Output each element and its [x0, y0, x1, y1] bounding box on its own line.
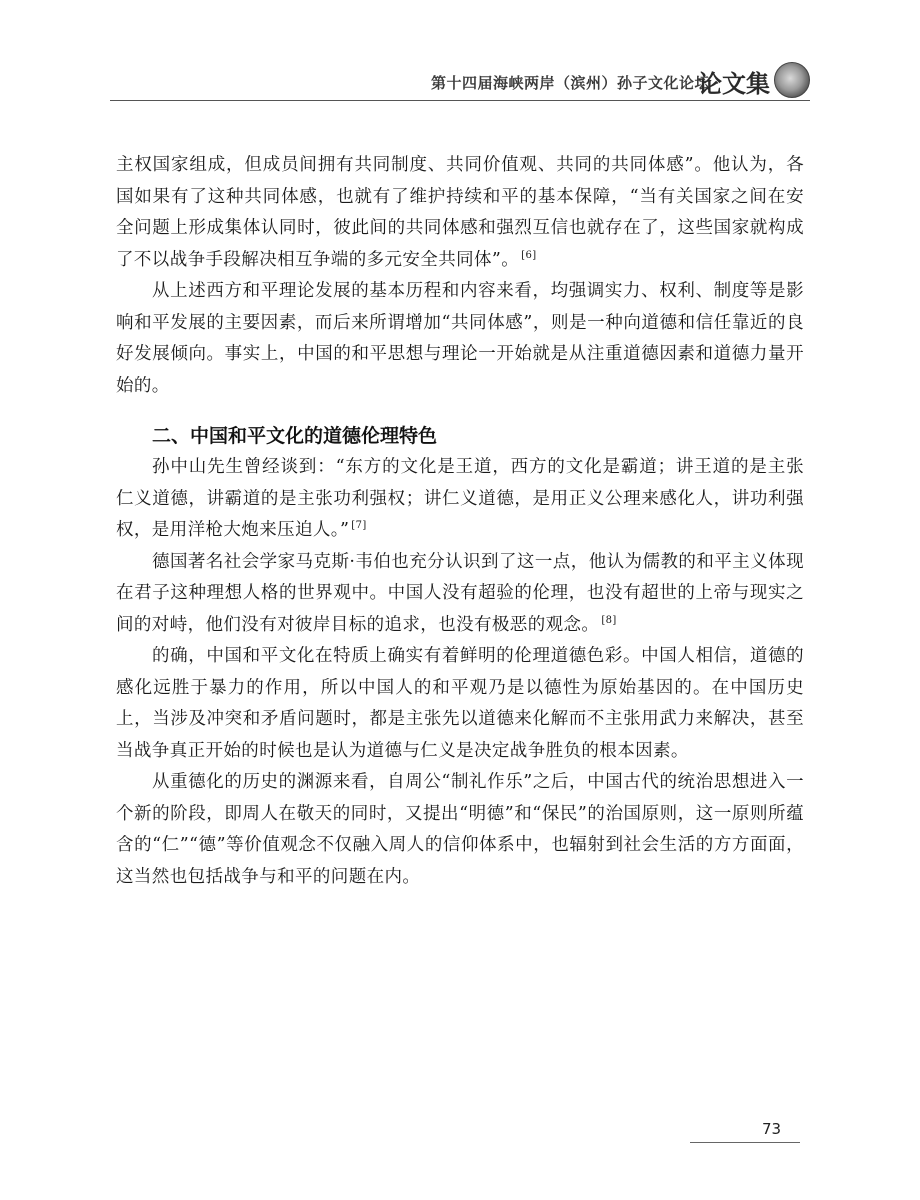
page-number: 73: [762, 1120, 782, 1138]
citation-ref: [8]: [601, 614, 617, 626]
citation-ref: [7]: [351, 520, 367, 532]
header-book-label: 论文集: [698, 70, 770, 98]
header-title: 第十四届海峡两岸（滨州）孙子文化论坛: [430, 74, 710, 92]
portrait-medallion-icon: [774, 62, 810, 98]
paragraph: 从重德化的历史的渊源来看，自周公“制礼作乐”之后，中国古代的统治思想进入一个新的阶段，即周人在敬天的同时，又提出“明德”和“保民”的治国原则，这一原则所蕴含的“仁”“德”等价值观念不仅融入周人的信仰体系中，也辐射到社会生活的方方面面，这当然也包括战争与和平的问题在内。: [116, 772, 804, 887]
section-heading: 二、中国和平文化的道德伦理特色: [152, 425, 438, 447]
paragraph-continued: 主权国家组成，但成员间拥有共同制度、共同价值观、共同的共同体感”。他认为，各国如果有了这种共同体感，也就有了维护持续和平的基本保障，“当有关国家之间在安全问题上形成集体认同时，彼此间的共同体感和强烈互信也就存在了，这些国家就构成了不以战争手段解决相互争端的多元安全共同体”。 [6]: [116, 155, 804, 270]
page-footer: [690, 1118, 800, 1148]
running-header: [110, 60, 810, 100]
paragraph: 孙中山先生曾经谈到：“东方的文化是王道，西方的文化是霸道；讲王道的是主张仁义道德，讲霸道的是主张功利强权；讲仁义道德，是用正义公理来感化人，讲功利强权，是用洋枪大炮来压迫人。” [7]: [116, 457, 804, 540]
paragraph: 德国著名社会学家马克斯·韦伯也充分认识到了这一点，他认为儒教的和平主义体现在君子这种理想人格的世界观中。中国人没有超验的伦理，也没有超世的上帝与现实之间的对峙，他们没有对彼岸目标的追求，也没有极恶的观念。 [8]: [116, 551, 804, 635]
body-text: [116, 150, 804, 893]
header-divider: [110, 100, 810, 101]
paragraph: 从上述西方和平理论发展的基本历程和内容来看，均强调实力、权利、制度等是影响和平发展的主要因素，而后来所谓增加“共同体感”，则是一种向道德和信任靠近的良好发展倾向。事实上，中国的和平思想与理论一开始就是从注重道德因素和道德力量开始的。: [116, 281, 804, 396]
paragraph: 的确，中国和平文化在特质上确实有着鲜明的伦理道德色彩。中国人相信，道德的感化远胜于暴力的作用，所以中国人的和平观乃是以德性为原始基因的。在中国历史上，当涉及冲突和矛盾问题时，都是主张先以道德来化解而不主张用武力来解决，甚至当战争真正开始的时候也是认为道德与仁义是决定战争胜负的根本因素。: [116, 646, 804, 761]
citation-ref: [6]: [521, 249, 537, 261]
footer-divider: [690, 1142, 800, 1143]
